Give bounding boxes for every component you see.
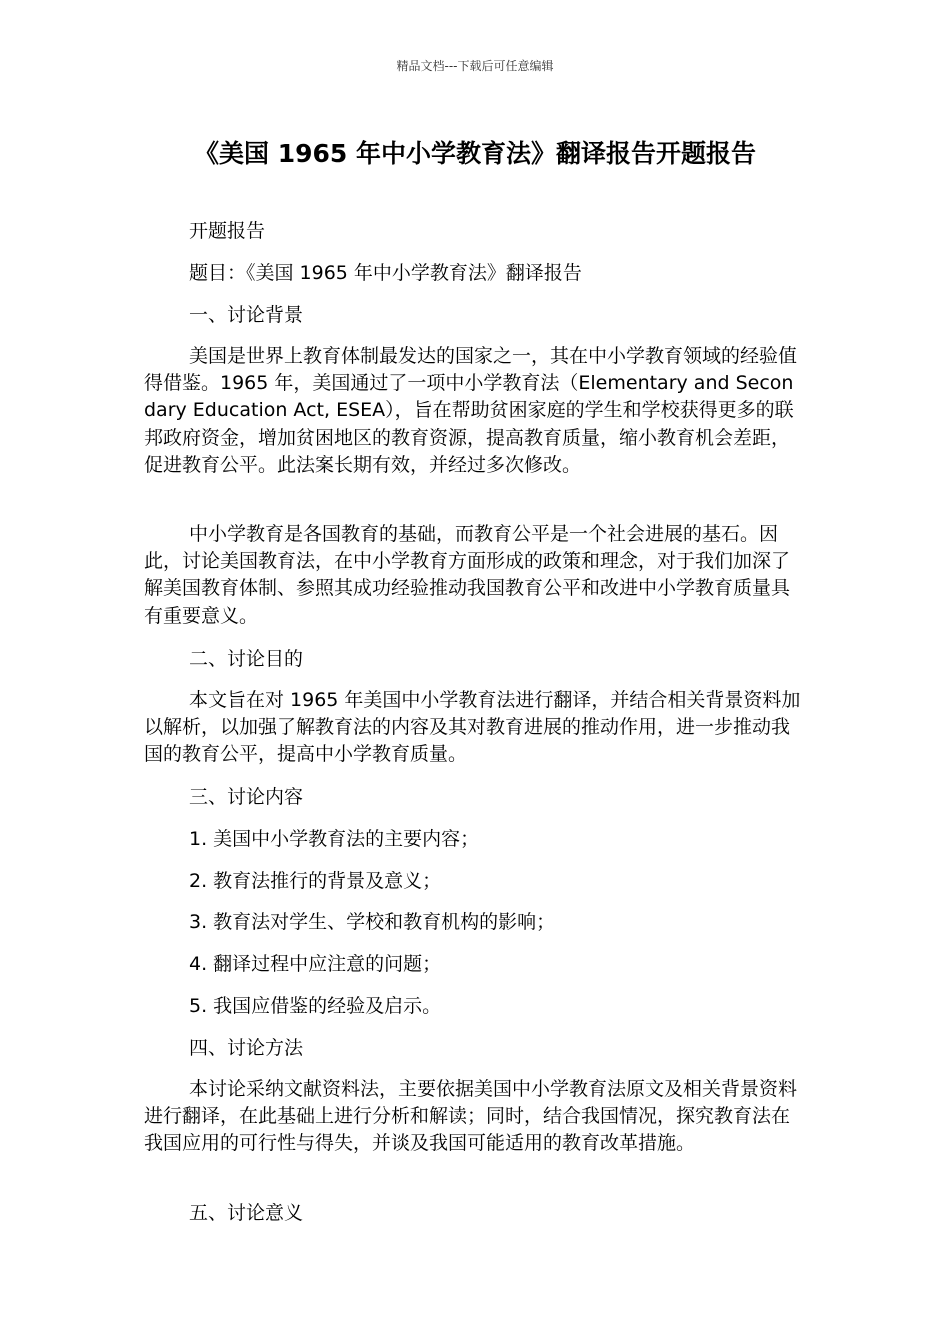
content-item: 2. 教育法推行的背景及意义； <box>189 870 442 892</box>
content-item: 5. 我国应借鉴的经验及启示。 <box>189 995 442 1017</box>
section-heading-method: 四、讨论方法 <box>189 1037 304 1059</box>
section-heading-content: 三、讨论内容 <box>189 786 304 808</box>
content-item: 4. 翻译过程中应注意的问题； <box>189 953 442 975</box>
content-item: 3. 教育法对学生、学校和教育机构的影响； <box>189 911 556 933</box>
section-heading-significance: 五、讨论意义 <box>189 1202 304 1224</box>
section-heading-background: 一、讨论背景 <box>189 304 304 326</box>
header-note: 精品文档---下载后可任意编辑 <box>396 59 554 73</box>
topic-line: 题目：《美国 1965 年中小学教育法》翻译报告 <box>189 262 582 284</box>
background-paragraph-1: 美国是世界上教育体制最发达的国家之一，其在中小学教育领域的经验值得借鉴。1965 年，美国通过了一项中小学教育法（Elementary and Secondary Education Act, ESEA），旨在帮助贫困家庭的学生和学校获得更多的联邦政府资金，增加贫困地区的教育资源，提高教育质量，缩小教育机会差距，促进教育公平。此法案长期有效，并经过多次修改。 <box>144 345 798 476</box>
purpose-paragraph: 本文旨在对 1965 年美国中小学教育法进行翻译，并结合相关背景资料加以解析，以加强了解教育法的内容及其对教育进展的推动作用，进一步推动我国的教育公平，提高中小学教育质量。 <box>144 689 801 766</box>
report-label: 开题报告 <box>189 220 266 242</box>
method-paragraph: 本讨论采纳文献资料法，主要依据美国中小学教育法原文及相关背景资料进行翻译，在此基础上进行分析和解读；同时，结合我国情况，探究教育法在我国应用的可行性与得失，并谈及我国可能适用的教育改革措施。 <box>144 1078 798 1155</box>
content-item: 1. 美国中小学教育法的主要内容； <box>189 828 480 850</box>
document-title: 《美国 1965 年中小学教育法》翻译报告开题报告 <box>194 139 756 168</box>
background-paragraph-2: 中小学教育是各国教育的基础，而教育公平是一个社会进展的基石。因此，讨论美国教育法，在中小学教育方面形成的政策和理念，对于我们加深了解美国教育体制、参照其成功经验推动我国教育公平和改进中小学教育质量具有重要意义。 <box>144 523 791 627</box>
section-heading-purpose: 二、讨论目的 <box>189 648 304 670</box>
